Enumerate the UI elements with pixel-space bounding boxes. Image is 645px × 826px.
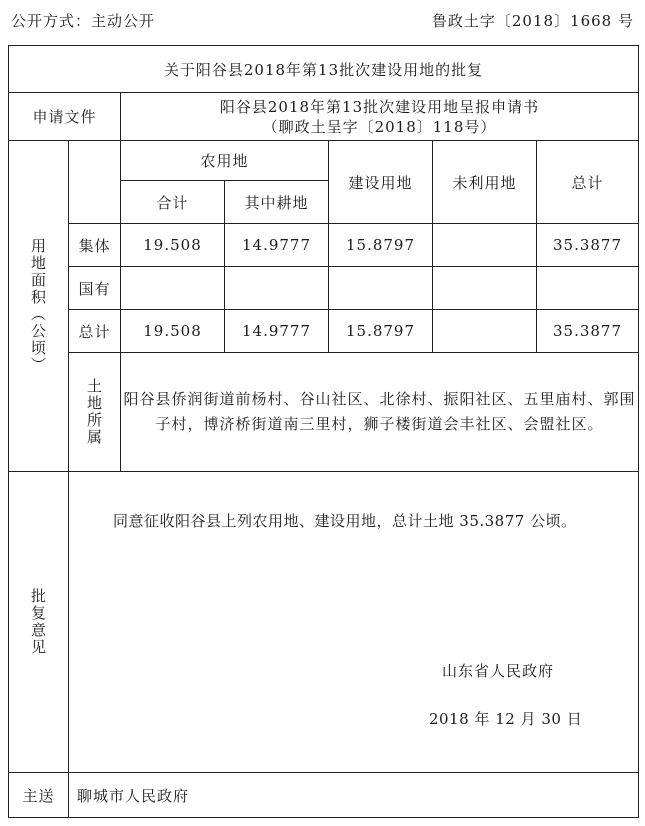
farmland-total-value xyxy=(121,267,225,310)
row-label: 国有 xyxy=(69,267,121,310)
application-line-1: 阳谷县2018年第13批次建设用地呈报申请书 xyxy=(219,97,540,116)
approval-label: 批复意见 xyxy=(29,588,47,656)
construction-value xyxy=(329,267,433,310)
corner-blank-cell xyxy=(69,141,121,224)
arable-header: 其中耕地 xyxy=(225,181,329,224)
row-label: 总计 xyxy=(69,310,121,353)
total-value: 35.3877 xyxy=(537,224,639,267)
farmland-total-header: 合计 xyxy=(121,181,225,224)
arable-value: 14.9777 xyxy=(225,224,329,267)
table-row-collective xyxy=(9,224,639,267)
arable-value: 14.9777 xyxy=(225,310,329,353)
farmland-total-value: 19.508 xyxy=(121,224,225,267)
approval-label-cell xyxy=(9,472,69,773)
unused-value xyxy=(433,267,537,310)
area-side-label: 用地面积（公顷） xyxy=(29,238,47,374)
row-label: 集体 xyxy=(69,224,121,267)
table-row-state xyxy=(9,267,639,310)
construction-value: 15.8797 xyxy=(329,224,433,267)
location-label: 土地所属 xyxy=(85,378,103,446)
area-side-label-cell xyxy=(9,141,69,472)
unused-value xyxy=(433,310,537,353)
approving-organization: 山东省人民政府 xyxy=(442,662,555,680)
send-recipient: 聊城市人民政府 xyxy=(69,773,639,818)
approval-date: 2018 年 12 月 30 日 xyxy=(429,710,583,728)
location-label-cell xyxy=(69,353,121,472)
approval-content xyxy=(69,472,639,773)
arable-value xyxy=(225,267,329,310)
construction-header: 建设用地 xyxy=(329,141,433,224)
application-label: 申请文件 xyxy=(9,93,121,141)
total-header: 总计 xyxy=(537,141,639,224)
approval-body: 同意征收阳谷县上列农用地、建设用地，总计土地 35.3877 公顷。 xyxy=(113,512,577,530)
total-value: 35.3877 xyxy=(537,310,639,353)
unused-header: 未利用地 xyxy=(433,141,537,224)
application-document xyxy=(121,93,639,141)
application-line-2: （聊政土呈字〔2018〕118号） xyxy=(262,117,497,136)
disclosure-method: 公开方式：主动公开 xyxy=(11,12,156,30)
document-title: 关于阳谷县2018年第13批次建设用地的批复 xyxy=(9,46,639,93)
table-row-total xyxy=(9,310,639,353)
send-label: 主送 xyxy=(9,773,69,818)
total-value xyxy=(537,267,639,310)
construction-value: 15.8797 xyxy=(329,310,433,353)
location-text: 阳谷县侨润街道前杨村、谷山社区、北徐村、振阳社区、五里庙村、郭围子村，博济桥街道南三里村，狮子楼街道会丰社区、会盟社区。 xyxy=(121,353,639,472)
farmland-total-value: 19.508 xyxy=(121,310,225,353)
document-number: 鲁政土字〔2018〕1668 号 xyxy=(431,12,634,30)
farmland-header: 农用地 xyxy=(121,141,329,181)
approval-form-table xyxy=(8,45,639,818)
unused-value xyxy=(433,224,537,267)
